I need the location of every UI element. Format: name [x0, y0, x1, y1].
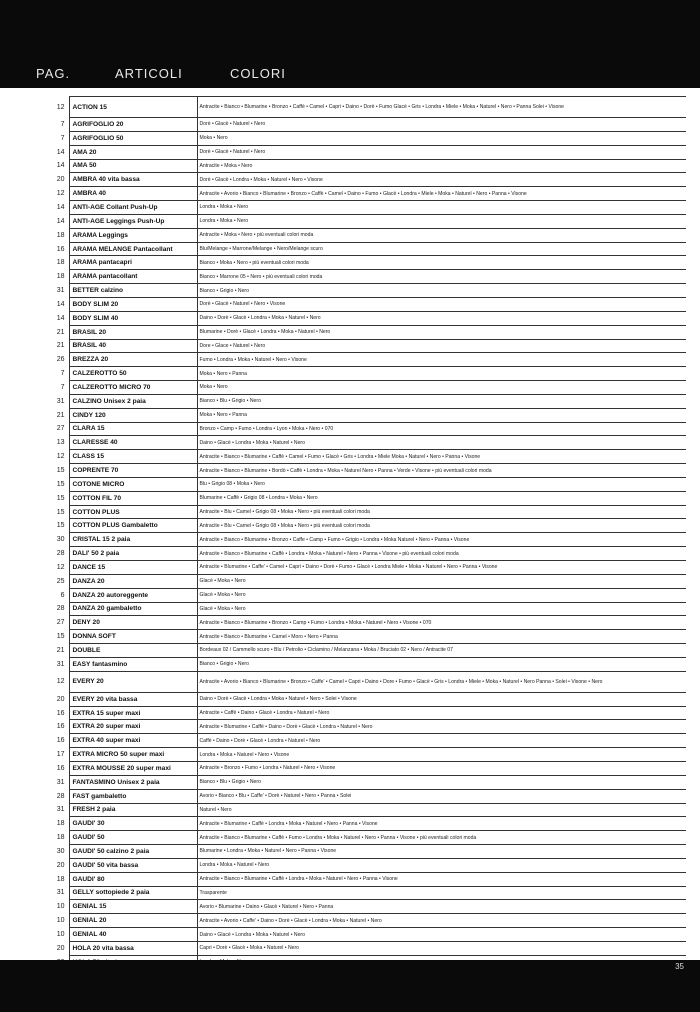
table-row: [40, 131, 686, 145]
table-row: [40, 214, 686, 228]
row-colors: Blumarine • Londra • Moka • Naturel • Nero • Panna • Visone: [197, 845, 686, 859]
row-page: 15: [56, 467, 65, 475]
row-article: COTTON FIL 70: [69, 491, 197, 505]
row-article: GAUDI' 80: [69, 872, 197, 886]
row-colors: Blu/Melange • Marrone/Melange • Nero/Melange scuro: [197, 242, 686, 256]
row-colors: Daino • Glacè • Londra • Moka • Naturel • Nero: [197, 436, 686, 450]
table-row: [40, 692, 686, 706]
row-colors: Antracite • Blumarine • Caffè • Londra • Moka • Naturel • Nero • Panna • Visone: [197, 817, 686, 831]
row-article: CRISTAL 15 2 paia: [69, 533, 197, 547]
row-article: HOLA 20 vita bassa: [69, 941, 197, 955]
row-page: 30: [56, 847, 65, 855]
row-colors: Antracite • Moka • Nero: [197, 159, 686, 173]
row-colors: Bordeaux 02 / Cammello scuro • Blu / Petrolio • Ciclamino / Melanzana • Moka / Bruciato 02 • Nero / Antracite 07: [197, 644, 686, 658]
row-page: 26: [56, 356, 65, 364]
row-page: 15: [56, 522, 65, 530]
row-page: 14: [56, 203, 65, 211]
row-article: EVERY 20: [69, 671, 197, 692]
row-page: 10: [56, 931, 65, 939]
row-colors: Dorè • Glacè • Londra • Moka • Naturel • Nero • Visone: [197, 173, 686, 187]
row-colors: Antracite • Bianco • Blumarine • Bordò • Caffè • Londra • Moka • Naturel Nero • Panna • Verde • Visone • più eventuali colori moda: [197, 464, 686, 478]
table-row: [40, 311, 686, 325]
row-page: 27: [56, 425, 65, 433]
row-page: 18: [56, 273, 65, 281]
table-row: [40, 187, 686, 201]
table-row: [40, 145, 686, 159]
table-row: [40, 872, 686, 886]
table-row: [40, 831, 686, 845]
row-page: 12: [56, 453, 65, 461]
row-page: 16: [56, 764, 65, 772]
row-colors: Antracite • Bianco • Blumarine • Bronzo • Caffè • Camel • Capri • Daino • Dorè • Fumo Glacè • Gris • Londra • Miele • Moka • Naturel • Nero • Panna Solei • Visone: [197, 97, 686, 118]
row-colors: Antracite • Avorio • Caffe' • Daino • Dorè • Glacè • Londra • Moka • Naturel • Nero: [197, 914, 686, 928]
row-article: ANTI-AGE Collant Push-Up: [69, 201, 197, 215]
table-row: [40, 297, 686, 311]
row-page: 6: [60, 591, 65, 599]
row-article: BODY SLIM 40: [69, 311, 197, 325]
table-row: [40, 270, 686, 284]
table-row: [40, 706, 686, 720]
row-page: 18: [56, 875, 65, 883]
row-colors: Bianco • Grigio • Nero: [197, 284, 686, 298]
row-colors: Antracite • Blumarine • Caffè • Daino • Dorè • Glacè • Londra • Naturel • Nero: [197, 720, 686, 734]
row-colors: Antracite • Avorio • Bianco • Blumarine • Bronzo • Caffè • Camel • Daino • Fumo • Glacè • Londra • Miele • Moka • Naturel • Nero • Panna • Visone: [197, 187, 686, 201]
row-colors: Antracite • Bianco • Blumarine • Bronzo • Caffe • Camp • Fumo • Grigio • Londra • Moka Naturel • Nero • Panna • Visone: [197, 533, 686, 547]
row-colors: Londra • Moka • Naturel • Nero • Visone: [197, 748, 686, 762]
row-colors: Dorè • Glacè • Naturel • Nero • Visone: [197, 297, 686, 311]
table-row: [40, 900, 686, 914]
row-article: FANTASMINO Unisex 2 paia: [69, 775, 197, 789]
header-articoli: ARTICOLI: [115, 66, 183, 81]
row-colors: Avorio • Bianco • Blu • Caffe' • Dorè • Naturel • Nero • Panna • Solei: [197, 789, 686, 803]
row-page: 31: [56, 889, 65, 897]
row-article: BRASIL 40: [69, 339, 197, 353]
row-page: 15: [56, 480, 65, 488]
table-row: [40, 748, 686, 762]
table-row: [40, 97, 686, 118]
table-row: [40, 547, 686, 561]
table-row: [40, 817, 686, 831]
row-page: 13: [56, 439, 65, 447]
row-article: AGRIFOGLIO 50: [69, 131, 197, 145]
table-row: [40, 803, 686, 817]
row-colors: Antracite • Moka • Nero • più eventuali colori moda: [197, 228, 686, 242]
row-colors: Moka • Nero • Panna: [197, 367, 686, 381]
table-row: [40, 173, 686, 187]
table-row: [40, 519, 686, 533]
row-colors: Antracite • Bianco • Blumarine • Caffè • Londra • Moka • Naturel • Nero • Panna • Visone • più eventuali colori moda: [197, 547, 686, 561]
row-article: CLARESSE 40: [69, 436, 197, 450]
row-article: CLASS 15: [69, 450, 197, 464]
row-page: 20: [56, 861, 65, 869]
row-page: 14: [56, 314, 65, 322]
row-colors: Antracite • Caffè • Daino • Glacè • Londra • Naturel • Nero: [197, 706, 686, 720]
row-article: BRASIL 20: [69, 325, 197, 339]
row-page: 27: [56, 619, 65, 627]
row-article: AMBRA 40 vita bassa: [69, 173, 197, 187]
table-row: [40, 228, 686, 242]
row-page: 7: [60, 134, 65, 142]
row-colors: Fumo • Londra • Moka • Naturel • Nero • Visone: [197, 353, 686, 367]
row-article: COTTON PLUS: [69, 505, 197, 519]
article-color-table: [40, 96, 686, 1011]
row-article: EXTRA MICRO 50 super maxi: [69, 748, 197, 762]
row-colors: Daino • Dorè • Glacè • Londra • Moka • Naturel • Nero • Solei • Visone: [197, 692, 686, 706]
row-article: BREZZA 20: [69, 353, 197, 367]
table-row: [40, 450, 686, 464]
table-row: [40, 671, 686, 692]
row-article: EXTRA 40 super maxi: [69, 734, 197, 748]
row-colors: Moka • Nero: [197, 381, 686, 395]
row-article: GELLY sottopiede 2 paia: [69, 886, 197, 900]
row-colors: Antracite • Bronzo • Fumo • Londra • Naturel • Nero • Visone: [197, 761, 686, 775]
table-row: [40, 602, 686, 616]
table-row: [40, 533, 686, 547]
row-colors: Antracite • Avorio • Bianco • Blumarine • Bronzo • Caffe' • Camel • Capri • Daino • Dore • Fumo • Glacè • Gris • Londra • Miele • Moka • Naturel • Nero Panna • Solei • Visone • Nero: [197, 671, 686, 692]
row-colors: Bianco • Blu • Grigio • Nero: [197, 394, 686, 408]
row-article: GENIAL 20: [69, 914, 197, 928]
row-colors: Antracite • Bianco • Blumarine • Caffè • Camel • Fumo • Glacè • Gris • Londra • Miele Moka • Naturel • Nero • Panna • Visone: [197, 450, 686, 464]
row-colors: Trasparente: [197, 886, 686, 900]
row-colors: Antracite • Blumarine • Caffe' • Camel • Capri • Daino • Dorè • Fumo • Glacè • Londra Miele • Moka • Naturel • Nero • Panna • Visone: [197, 561, 686, 575]
row-page: 21: [56, 328, 65, 336]
table-row: [40, 436, 686, 450]
row-article: BODY SLIM 20: [69, 297, 197, 311]
table-row: [40, 644, 686, 658]
table-row: [40, 734, 686, 748]
row-article: DANZA 20: [69, 574, 197, 588]
table-row: [40, 339, 686, 353]
table-row: [40, 845, 686, 859]
row-article: GENIAL 15: [69, 900, 197, 914]
row-article: DANZA 20 gambaletto: [69, 602, 197, 616]
row-page: 18: [56, 820, 65, 828]
row-colors: Antracite • Bianco • Blumarine • Caffè • Fumo • Londra • Moka • Naturel • Nero • Panna • Visone • più eventuali colori moda: [197, 831, 686, 845]
row-page: 16: [56, 245, 65, 253]
table-row: [40, 394, 686, 408]
row-article: CINDY 120: [69, 408, 197, 422]
row-article: CALZINO Unisex 2 paia: [69, 394, 197, 408]
row-colors: Londra • Moka • Naturel • Nero: [197, 858, 686, 872]
table-row: [40, 381, 686, 395]
row-colors: Antracite • Bianco • Blumarine • Camel • Moro • Nero • Panna: [197, 630, 686, 644]
row-colors: Daino • Glacè • Londra • Moka • Naturel • Nero: [197, 928, 686, 942]
row-page: 31: [56, 778, 65, 786]
row-page: 12: [56, 563, 65, 571]
row-page: 14: [56, 162, 65, 170]
row-page: 15: [56, 494, 65, 502]
row-article: ARAMA Leggings: [69, 228, 197, 242]
table-row: [40, 353, 686, 367]
row-page: 12: [56, 103, 65, 111]
row-article: EXTRA 20 super maxi: [69, 720, 197, 734]
row-article: GAUDI' 30: [69, 817, 197, 831]
row-page: 20: [56, 176, 65, 184]
row-article: AMA 20: [69, 145, 197, 159]
row-article: ARAMA pantacapri: [69, 256, 197, 270]
row-page: 17: [56, 751, 65, 759]
row-article: FRESH 2 paia: [69, 803, 197, 817]
table-row: [40, 657, 686, 671]
row-page: 7: [60, 383, 65, 391]
row-article: ANTI-AGE Leggings Push-Up: [69, 214, 197, 228]
row-page: 31: [56, 806, 65, 814]
table-row: [40, 118, 686, 132]
row-colors: Glacè • Moka • Nero: [197, 574, 686, 588]
row-colors: Bianco • Blu • Grigio • Nero: [197, 775, 686, 789]
table-row: [40, 561, 686, 575]
row-page: 16: [56, 737, 65, 745]
table-row: [40, 720, 686, 734]
article-table-wrapper: [40, 96, 686, 1011]
row-article: AMBRA 40: [69, 187, 197, 201]
row-colors: Naturel • Nero: [197, 803, 686, 817]
table-row: [40, 761, 686, 775]
table-row: [40, 422, 686, 436]
row-article: GENIAL 40: [69, 928, 197, 942]
row-article: CALZEROTTO 50: [69, 367, 197, 381]
row-page: 28: [56, 550, 65, 558]
table-row: [40, 789, 686, 803]
table-row: [40, 464, 686, 478]
row-colors: Moka • Nero • Panna: [197, 408, 686, 422]
row-page: 15: [56, 633, 65, 641]
row-colors: Londra • Moka • Nero: [197, 214, 686, 228]
row-article: GAUDI' 50 vita bassa: [69, 858, 197, 872]
row-article: GAUDI' 50: [69, 831, 197, 845]
table-row: [40, 574, 686, 588]
table-row: [40, 367, 686, 381]
table-row: [40, 630, 686, 644]
row-page: 18: [56, 259, 65, 267]
row-colors: Bronzo • Camp • Fumo • Londra • Lyon • Moka • Nero • 070: [197, 422, 686, 436]
table-row: [40, 505, 686, 519]
row-colors: Blumarine • Dorè • Glacè • Londra • Moka • Naturel • Nero: [197, 325, 686, 339]
table-row: [40, 408, 686, 422]
row-page: 28: [56, 792, 65, 800]
row-colors: Blu • Grigio 08 • Moka • Nero: [197, 477, 686, 491]
row-article: DONNA SOFT: [69, 630, 197, 644]
table-row: [40, 491, 686, 505]
row-colors: Glacè • Moka • Nero: [197, 588, 686, 602]
row-colors: Antracite • Bianco • Blumarine • Caffè • Londra • Moka • Naturel • Nero • Panna • Visone: [197, 872, 686, 886]
table-row: [40, 775, 686, 789]
header-bar: [0, 0, 700, 88]
row-article: EVERY 20 vita bassa: [69, 692, 197, 706]
row-page: 7: [60, 370, 65, 378]
row-page: 21: [56, 342, 65, 350]
row-article: DOUBLE: [69, 644, 197, 658]
row-article: AMA 50: [69, 159, 197, 173]
table-row: [40, 201, 686, 215]
table-row: [40, 858, 686, 872]
row-page: 14: [56, 217, 65, 225]
row-page: 31: [56, 287, 65, 295]
row-article: COTONE MICRO: [69, 477, 197, 491]
row-colors: Dorè • Glacè • Naturel • Nero: [197, 145, 686, 159]
table-row: [40, 886, 686, 900]
row-colors: Capri • Dorè • Glacè • Moka • Naturel • Nero: [197, 941, 686, 955]
table-row: [40, 284, 686, 298]
table-row: [40, 477, 686, 491]
row-article: EXTRA MOUSSE 20 super maxi: [69, 761, 197, 775]
row-article: CALZEROTTO MICRO 70: [69, 381, 197, 395]
row-page: 18: [56, 834, 65, 842]
table-row: [40, 941, 686, 955]
row-page: 16: [56, 709, 65, 717]
row-article: EXTRA 15 super maxi: [69, 706, 197, 720]
row-article: DANCE 15: [69, 561, 197, 575]
row-page: 20: [56, 944, 65, 952]
row-colors: Glacè • Moka • Nero: [197, 602, 686, 616]
row-article: ACTION 15: [69, 97, 197, 118]
header-colori: COLORI: [230, 66, 286, 81]
page-number: 35: [675, 962, 684, 971]
row-colors: Moka • Nero: [197, 131, 686, 145]
row-article: DANZA 20 autoreggente: [69, 588, 197, 602]
row-article: ARAMA MELANGE Pantacollant: [69, 242, 197, 256]
table-row: [40, 159, 686, 173]
footer-bar: [0, 960, 700, 1012]
row-article: AGRIFOGLIO 20: [69, 118, 197, 132]
row-colors: Dore • Glace • Naturel • Nero: [197, 339, 686, 353]
table-row: [40, 914, 686, 928]
row-article: COPRENTE 70: [69, 464, 197, 478]
row-colors: Antracite • Blu • Camel • Grigio 08 • Moka • Nero • più eventuali colori moda: [197, 505, 686, 519]
row-page: 25: [56, 577, 65, 585]
row-page: 30: [56, 536, 65, 544]
header-pag: PAG.: [36, 66, 71, 81]
row-page: 7: [60, 120, 65, 128]
row-article: EASY fantasmino: [69, 657, 197, 671]
table-row: [40, 256, 686, 270]
table-row: [40, 928, 686, 942]
row-page: 31: [56, 660, 65, 668]
row-colors: Caffè • Daino • Dorè • Glacè • Londra • Naturel • Nero: [197, 734, 686, 748]
row-colors: Avorio • Blumarine • Daino • Glacè • Naturel • Nero • Panna: [197, 900, 686, 914]
row-colors: Bianco • Marrone 05 • Nero • più eventuali colori moda: [197, 270, 686, 284]
row-page: 12: [56, 678, 65, 686]
row-colors: Londra • Moka • Nero: [197, 201, 686, 215]
table-row: [40, 588, 686, 602]
row-article: ARAMA pantacollant: [69, 270, 197, 284]
row-page: 18: [56, 231, 65, 239]
row-colors: Daino • Dorè • Glacè • Londra • Moka • Naturel • Nero: [197, 311, 686, 325]
row-page: 10: [56, 917, 65, 925]
row-article: DENY 20: [69, 616, 197, 630]
row-colors: Bianco • Grigio • Nero: [197, 657, 686, 671]
row-colors: Dorè • Glacè • Naturel • Nero: [197, 118, 686, 132]
row-page: 12: [56, 190, 65, 198]
row-page: 10: [56, 903, 65, 911]
row-colors: Antracite • Blu • Camel • Grigio 08 • Moka • Nero • più eventuali colori moda: [197, 519, 686, 533]
row-page: 16: [56, 723, 65, 731]
row-colors: Blumarine • Caffè • Grigio 08 • Londra • Moka • Nero: [197, 491, 686, 505]
table-row: [40, 616, 686, 630]
row-article: FAST gambaletto: [69, 789, 197, 803]
table-row: [40, 325, 686, 339]
row-page: 21: [56, 646, 65, 654]
row-article: DALI' 50 2 paia: [69, 547, 197, 561]
row-page: 15: [56, 508, 65, 516]
row-page: 21: [56, 411, 65, 419]
row-article: GAUDI' 50 calzino 2 paia: [69, 845, 197, 859]
row-page: 14: [56, 300, 65, 308]
row-article: CLARA 15: [69, 422, 197, 436]
row-colors: Bianco • Moka • Nero • più eventuali colori moda: [197, 256, 686, 270]
table-row: [40, 242, 686, 256]
row-article: BETTER calzino: [69, 284, 197, 298]
row-page: 20: [56, 695, 65, 703]
row-page: 31: [56, 397, 65, 405]
row-page: 14: [56, 148, 65, 156]
row-article: COTTON PLUS Gambaletto: [69, 519, 197, 533]
row-colors: Antracite • Bianco • Blumarine • Bronzo • Camp • Fumo • Londra • Moka • Naturel • Nero • Visone • 070: [197, 616, 686, 630]
row-page: 28: [56, 605, 65, 613]
